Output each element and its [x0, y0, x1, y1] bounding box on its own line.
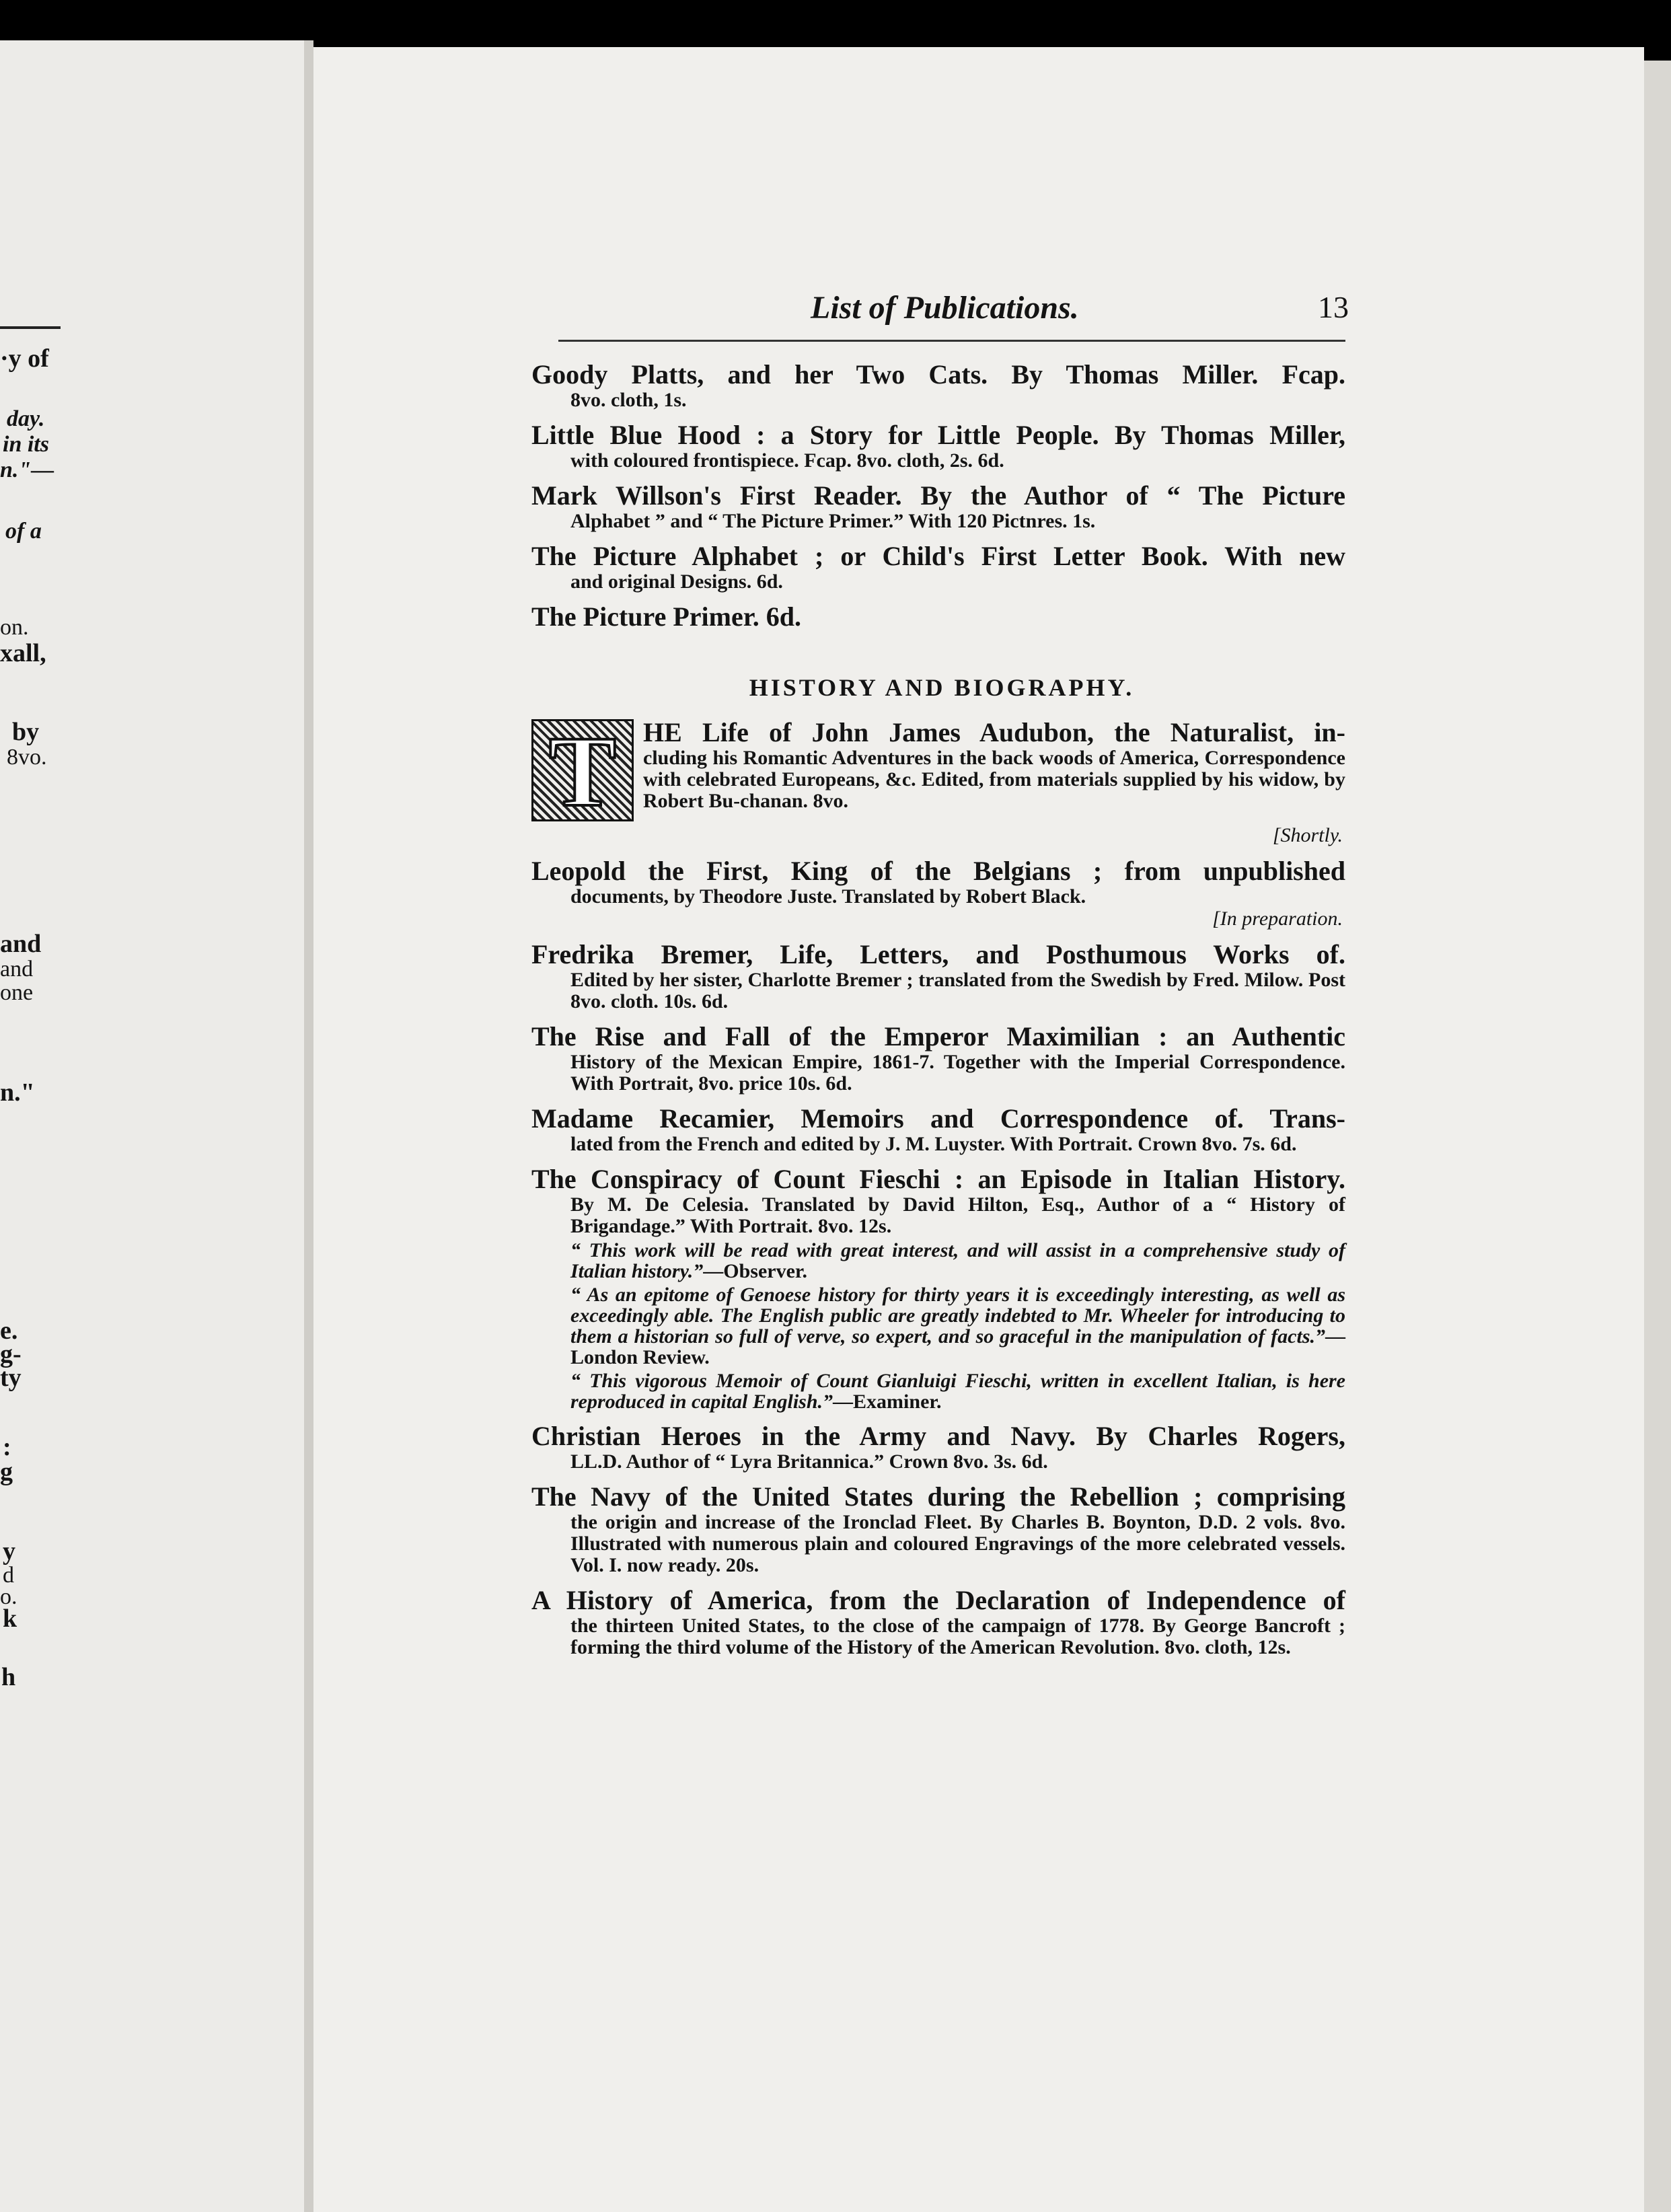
quote-text: “ This work will be read with great interest, and will assist in a comprehensive study of Italian history.”: [570, 1239, 1345, 1282]
left-fragment: by: [12, 718, 40, 746]
list-item: [531, 940, 1345, 1012]
quote-text: “ As an epitome of Genoese history for thirty years it is exceedingly interesting, as well as exceedingly able. The English public are greatly indebted to Mr. Wheeler for introducing to them a historian so full of verve, so expert, and so graceful in the manipulation of facts.”: [570, 1284, 1345, 1348]
entry-title: Leopold the First, King of the Belgians ; from unpublished: [531, 856, 1345, 886]
review-quote: [531, 1240, 1345, 1282]
entry-title: The Conspiracy of Count Fieschi : an Episode in Italian History.: [531, 1164, 1345, 1194]
entry-description: documents, by Theodore Juste. Translated by Robert Black.: [570, 885, 1086, 908]
quote-source: —Observer.: [703, 1260, 807, 1282]
list-item: [531, 1482, 1345, 1576]
left-fragment: :: [3, 1433, 11, 1461]
list-item: [531, 1422, 1345, 1473]
left-fragment: n."—: [0, 457, 54, 482]
list-item: [531, 360, 1345, 411]
entry-title: HE Life of John James Audubon, the Naturalist, in-: [643, 717, 1345, 747]
entry-description: Alphabet ” and “ The Picture Primer.” With 120 Pictnres. 1s.: [570, 510, 1096, 532]
list-item: [531, 1104, 1345, 1155]
entry-title: Mark Willson's First Reader. By the Author of “ The Picture: [531, 480, 1345, 511]
entry-title: Goody Platts, and her Two Cats. By Thomas Miller. Fcap.: [531, 359, 1345, 390]
left-fragment: d: [3, 1563, 14, 1588]
entry-title: The Picture Alphabet ; or Child's First Letter Book. With new: [531, 541, 1345, 571]
entry-description: the origin and increase of the Ironclad Fleet. By Charles B. Boynton, D.D. 2 vols. 8vo. Illustrated with numerous plain and coloured Engravings of the more celebrated vessels. Vol. I. now ready. 20s.: [570, 1511, 1345, 1576]
left-fragment: day.: [7, 406, 45, 431]
left-fragment: ·y of: [0, 344, 49, 373]
list-item: [531, 1022, 1345, 1095]
running-title: List of Publications.: [811, 290, 1079, 326]
entry-description: By M. De Celesia. Translated by David Hilton, Esq., Author of a “ History of Brigandage.” With Portrait. 8vo. 12s.: [570, 1193, 1345, 1237]
list-item: [531, 856, 1345, 930]
entry-title: Little Blue Hood : a Story for Little People. By Thomas Miller,: [531, 420, 1345, 450]
entry-title: The Navy of the United States during the Rebellion ; comprising: [531, 1481, 1345, 1512]
review-quote: [531, 1370, 1345, 1412]
quote-source: —Examiner.: [833, 1391, 942, 1413]
entry-description: LL.D. Author of “ Lyra Britannica.” Crown 8vo. 3s. 6d.: [570, 1450, 1048, 1473]
drop-cap-letter: T: [548, 716, 617, 827]
left-fragment: on.: [0, 615, 29, 640]
entry-description: and original Designs. 6d.: [570, 570, 783, 593]
entry-title: The Rise and Fall of the Emperor Maximilian : an Authentic: [531, 1021, 1345, 1052]
entry-description: 8vo. cloth, 1s.: [570, 389, 687, 411]
list-item: [531, 718, 1345, 847]
left-fragment: n.": [0, 1078, 35, 1107]
list-item: [531, 1165, 1345, 1412]
left-fragment: e.: [0, 1317, 18, 1345]
left-fragment: in its: [3, 432, 49, 457]
list-item: [531, 542, 1345, 593]
entry-status: [In preparation.: [1212, 908, 1343, 930]
left-fragment: h: [1, 1663, 16, 1691]
section-heading: HISTORY AND BIOGRAPHY.: [749, 674, 1135, 701]
page-edge: [1644, 61, 1671, 2212]
entry-description: History of the Mexican Empire, 1861-7. Together with the Imperial Correspondence. With Portrait, 8vo. price 10s. 6d.: [570, 1051, 1345, 1095]
quote-text: “ This vigorous Memoir of Count Gianluigi Fieschi, written in excellent Italian, is here reproduced in capital English.”: [570, 1370, 1345, 1413]
entry-description: cluding his Romantic Adventures in the back woods of America, Correspondence with celebrated Europeans, &c. Edited, from materials supplied by his widow, by Robert Bu-chanan. 8vo.: [643, 747, 1345, 812]
left-fragment: xall,: [0, 639, 46, 667]
page-header: [811, 289, 1349, 336]
left-page-fragment: [0, 40, 304, 2212]
left-fragment: and: [0, 930, 42, 958]
list-item: [531, 420, 1345, 472]
left-fragment: o.: [0, 1584, 17, 1609]
entry-description: the thirteen United States, to the close of the campaign of 1778. By George Bancroft ; forming the third volume of the History of the American Revolution. 8vo. cloth, 12s.: [570, 1615, 1345, 1658]
entry-title: Christian Heroes in the Army and Navy. By Charles Rogers,: [531, 1421, 1345, 1451]
left-fragment: 8vo.: [7, 745, 47, 770]
left-fragment: g: [0, 1458, 13, 1486]
entry-description: Edited by her sister, Charlotte Bremer ; translated from the Swedish by Fred. Milow. Post 8vo. cloth. 10s. 6d.: [570, 969, 1345, 1012]
entry-description: lated from the French and edited by J. M. Luyster. With Portrait. Crown 8vo. 7s. 6d.: [570, 1133, 1297, 1155]
decorative-initial: [531, 716, 634, 827]
header-rule: [558, 340, 1345, 342]
entry-title: The Picture Primer. 6d.: [531, 601, 802, 632]
left-fragment: one: [0, 980, 34, 1005]
quote-source: —London Review.: [570, 1325, 1345, 1368]
left-fragment: ty: [0, 1364, 22, 1392]
review-quote: [531, 1284, 1345, 1368]
page-number: 13: [1318, 290, 1349, 324]
publication-list: [531, 360, 1345, 1668]
left-fragment: y: [3, 1537, 15, 1565]
list-item: [531, 602, 1345, 632]
entry-title: A History of America, from the Declaration of Independence of: [531, 1585, 1345, 1615]
list-item: [531, 481, 1345, 532]
left-page-rule: [0, 326, 61, 329]
entry-description: with coloured frontispiece. Fcap. 8vo. cloth, 2s. 6d.: [570, 449, 1004, 472]
entry-title: Fredrika Bremer, Life, Letters, and Posthumous Works of.: [531, 939, 1345, 969]
left-fragment: of a: [5, 519, 42, 544]
entry-status: [Shortly.: [1272, 824, 1343, 846]
list-item: [531, 1586, 1345, 1658]
left-fragment: g-: [0, 1340, 22, 1368]
left-fragment: k: [3, 1605, 17, 1633]
entry-title: Madame Recamier, Memoirs and Correspondence of. Trans-: [531, 1103, 1345, 1134]
book-gutter: [304, 40, 313, 2212]
left-fragment: and: [0, 957, 34, 982]
